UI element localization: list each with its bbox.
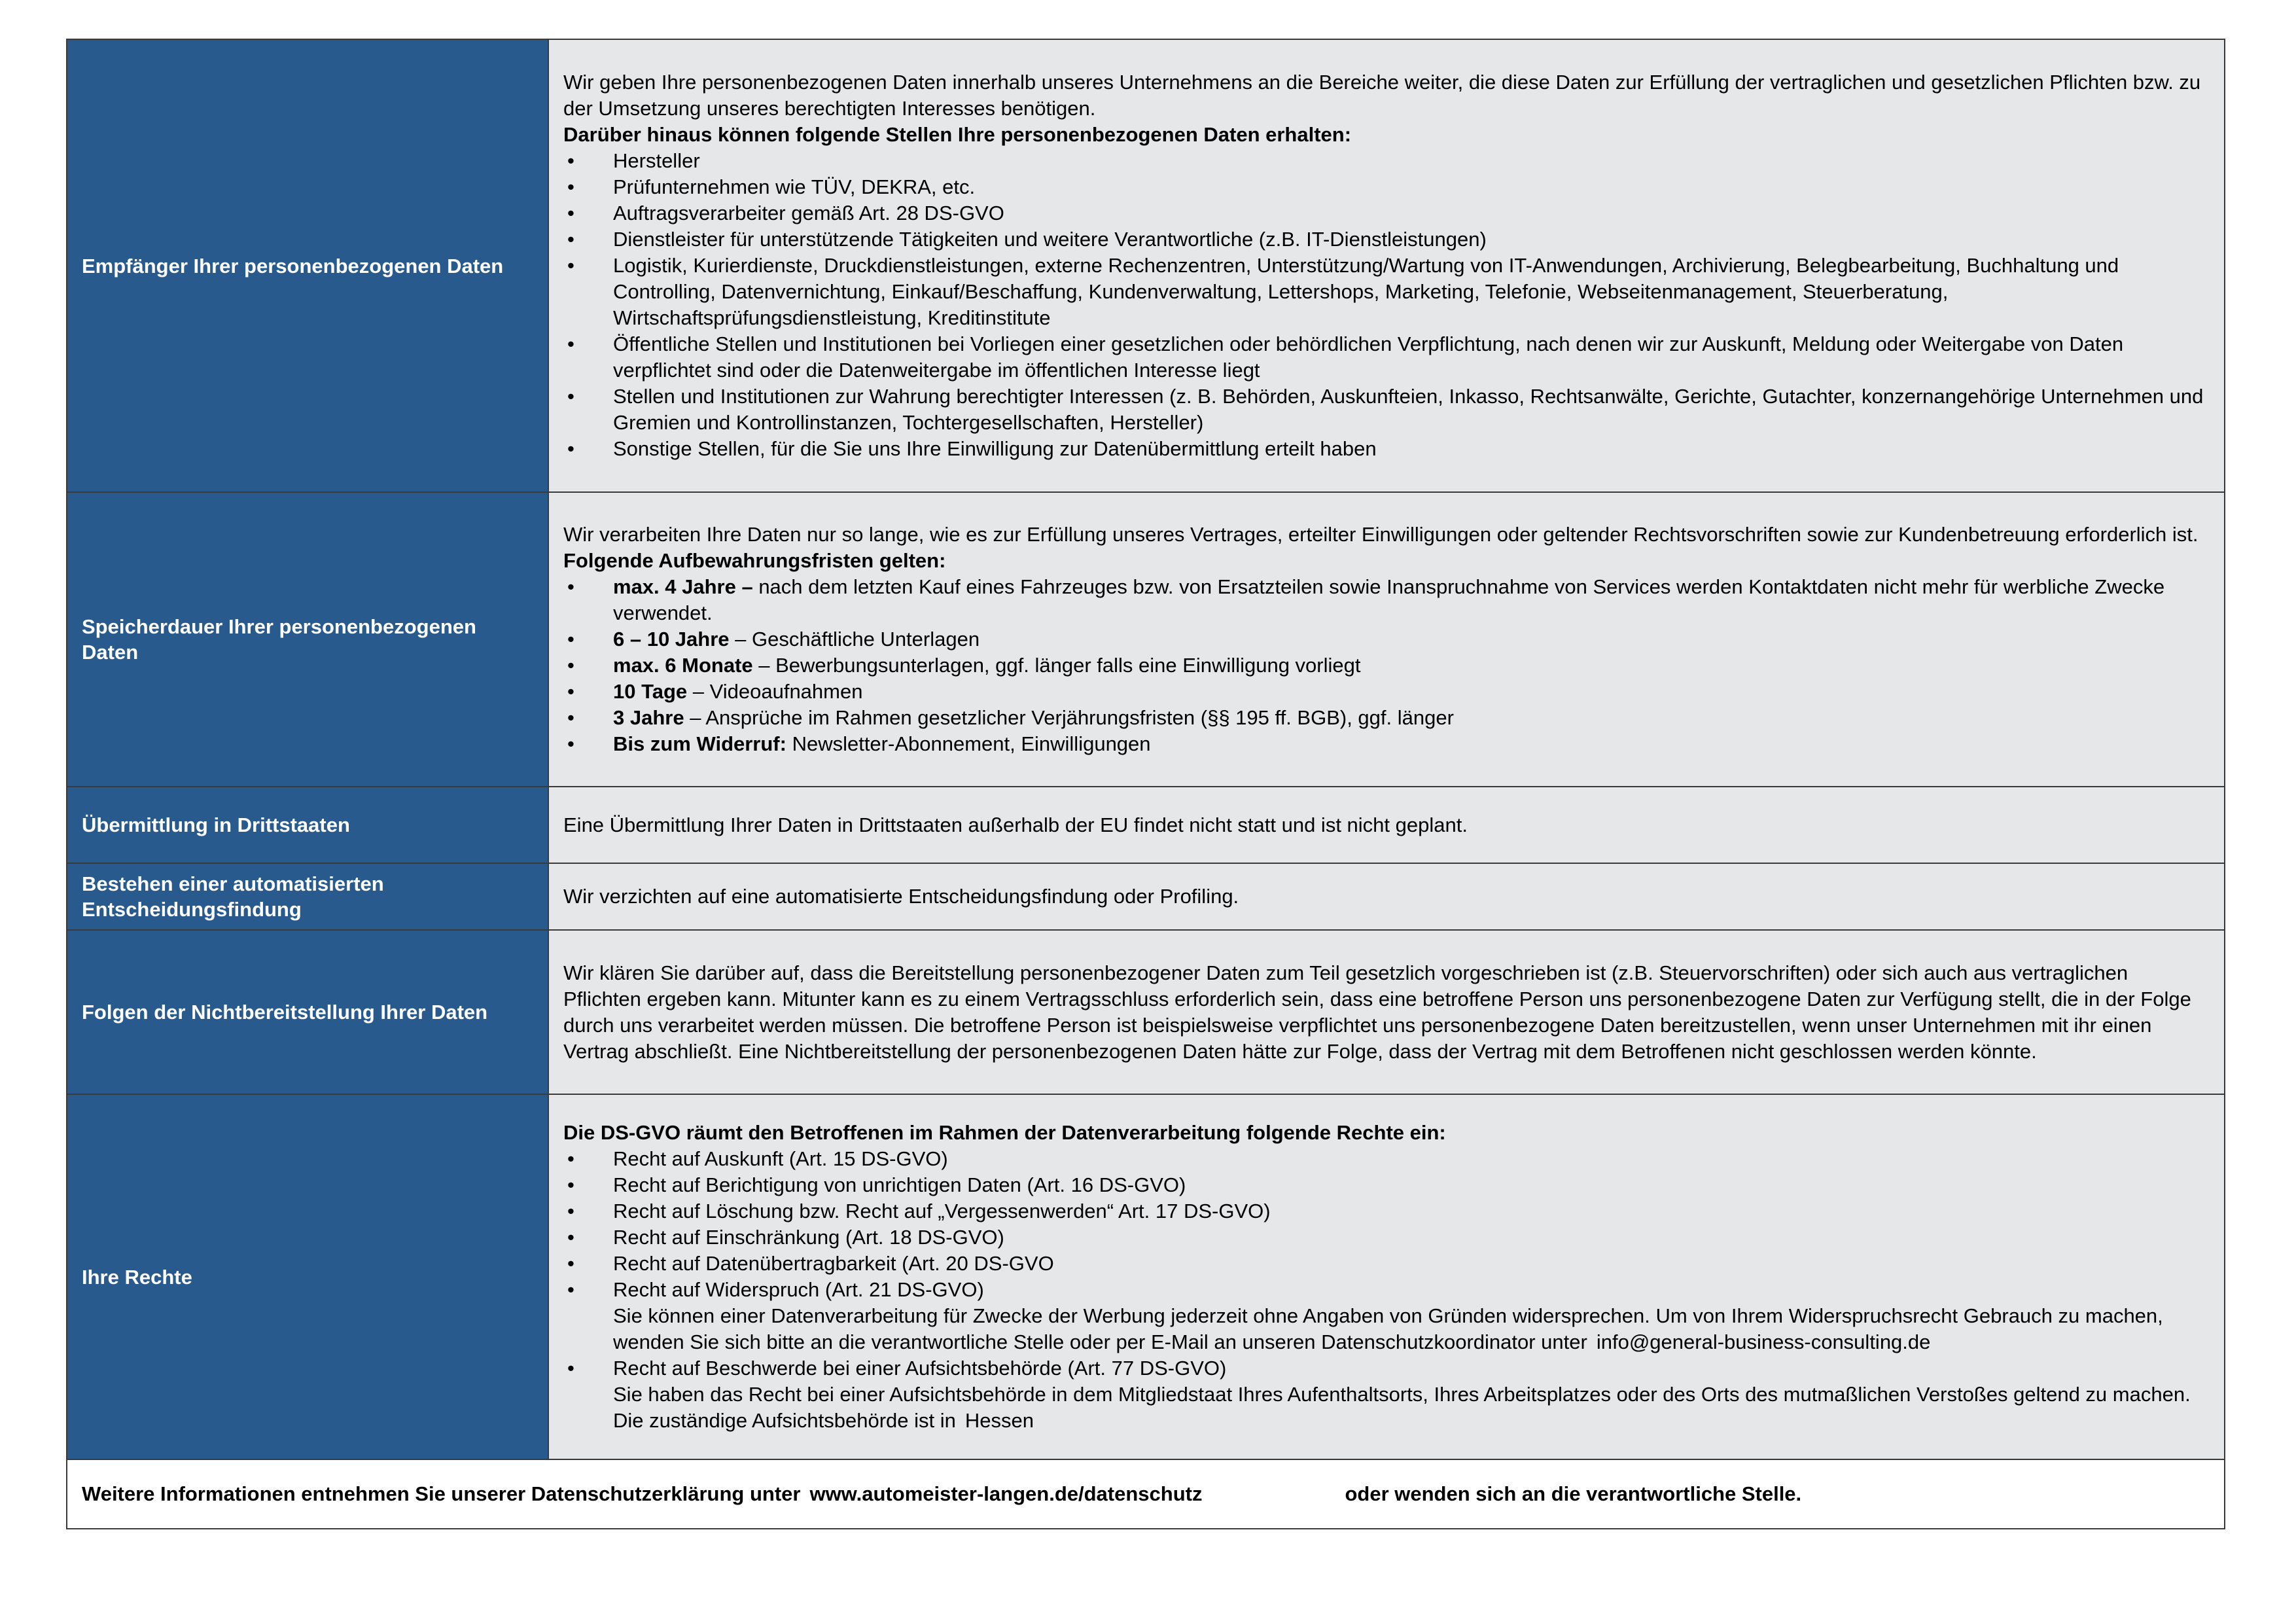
privacy-policy-link[interactable]: www.automeister-langen.de/datenschutz [809,1482,1203,1505]
list-item: • Recht auf Datenübertragbarkeit (Art. 20 DS-GVO [563,1251,2210,1277]
row-non-provision [67,930,2225,1094]
row-automated-decision [67,863,2225,930]
retention-desc: nach dem letzten Kauf eines Fahrzeuges bzw. von Ersatzteilen sowie Inanspruchnahme von Services werden Kontaktdaten nicht mehr für werbliche Zwecke verwendet. [613,575,2165,624]
list-item [563,652,2210,679]
retention-period: 10 Tage [613,680,688,703]
row-content-retention [548,492,2225,787]
row-content-non-provision: Wir klären Sie darüber auf, dass die Bereitstellung personenbezogener Daten zum Teil gesetzlich vorgeschrieben ist (z.B. Steuervorschriften) oder sich auch aus vertraglichen Pflichten ergeben kann. Mitunter kann es zu einem Vertragsschluss erforderlich sein, dass eine betroffene Person uns personenbezogene Daten zur Verfügung stellt, die in der Folge durch uns verarbeitet werden müssen. Die betroffene Person ist beispielsweise verpflichtet uns personenbezogene Daten bereitzustellen, wenn unser Unternehmen mit ihr einen Vertrag abschließt. Eine Nichtbereitstellung der personenbezogenen Daten hätte zur Folge, dass der Vertrag mit dem Betroffenen nicht geschlossen werden könnte. [548,930,2225,1094]
list-item [563,705,2210,731]
list-item [563,626,2210,652]
row-label-non-provision: Folgen der Nichtbereitstellung Ihrer Daten [67,930,548,1094]
list-item: • Sonstige Stellen, für die Sie uns Ihre Einwilligung zur Datenübermittlung erteilt haben [563,436,2210,462]
privacy-info-table [66,39,2225,1529]
row-label-rights: Ihre Rechte [67,1094,548,1459]
contact-email[interactable]: info@general-business-consulting.de [1596,1330,1931,1353]
list-item: • Recht auf Einschränkung (Art. 18 DS-GVO) [563,1224,2210,1251]
supervisory-authority: Hessen [964,1409,1034,1432]
list-item [563,1355,2210,1434]
list-item: • Recht auf Löschung bzw. Recht auf „Vergessenwerden“ Art. 17 DS-GVO) [563,1198,2210,1224]
complaint-desc [613,1382,2210,1434]
list-item [563,731,2210,757]
complaint-text: Sie haben das Recht bei einer Aufsichtsbehörde in dem Mitgliedstaat Ihres Aufenthaltsorts, Ihres Arbeitsplatzes oder des Orts des mutmaßlichen Verstoßes geltend zu machen. Die zuständige Aufsichtsbehörde ist in [613,1383,2191,1432]
retention-period: 3 Jahre [613,706,684,729]
retention-intro [563,522,2210,574]
retention-period: max. 4 Jahre – [613,575,753,598]
row-content-third-countries: Eine Übermittlung Ihrer Daten in Drittstaaten außerhalb der EU findet nicht statt und ist nicht geplant. [548,787,2225,863]
list-item: • Logistik, Kurierdienste, Druckdienstleistungen, externe Rechenzentren, Unterstützung/Wartung von IT-Anwendungen, Archivierung, Belegbearbeitung, Buchhaltung und Controlling, Datenvernichtung, Einkauf/Beschaffung, Kundenverwaltung, Lettershops, Marketing, Telefonie, Webseitenmanagement, Steuerberatung, Wirtschaftsprüfungsdienstleistung, Kreditinstitute [563,253,2210,331]
retention-period: 6 – 10 Jahre [613,628,730,651]
retention-desc: Newsletter-Abonnement, Einwilligungen [786,732,1151,755]
retention-period: Bis zum Widerruf: [613,732,786,755]
row-label-recipients: Empfänger Ihrer personenbezogenen Daten [67,39,548,492]
footer-tail: oder wenden sich an die verantwortliche Stelle. [1345,1482,1802,1505]
list-item: • Auftragsverarbeiter gemäß Art. 28 DS-GVO [563,200,2210,226]
row-label-retention: Speicherdauer Ihrer personenbezogenen Daten [67,492,548,787]
list-item [563,574,2210,626]
complaint-title: Recht auf Beschwerde bei einer Aufsichtsbehörde (Art. 77 DS-GVO) [613,1357,1227,1380]
retention-desc: – Geschäftliche Unterlagen [729,628,980,651]
row-retention [67,492,2225,787]
list-item: • Recht auf Auskunft (Art. 15 DS-GVO) [563,1146,2210,1172]
rights-heading: Die DS-GVO räumt den Betroffenen im Rahmen der Datenverarbeitung folgende Rechte ein: [563,1121,1446,1144]
footer-note [67,1459,2225,1529]
retention-desc: – Videoaufnahmen [687,680,863,703]
retention-intro-bold: Folgende Aufbewahrungsfristen gelten: [563,549,946,572]
row-label-automated-decision: Bestehen einer automatisierten Entscheidungsfindung [67,863,548,930]
row-content-recipients [548,39,2225,492]
list-item: • Recht auf Berichtigung von unrichtigen Daten (Art. 16 DS-GVO) [563,1172,2210,1198]
row-footer [67,1459,2225,1529]
recipients-list [563,148,2210,462]
row-third-countries [67,787,2225,863]
list-item: • Dienstleister für unterstützende Tätigkeiten und weitere Verantwortliche (z.B. IT-Dienstleistungen) [563,226,2210,253]
list-item: • Stellen und Institutionen zur Wahrung berechtigter Interessen (z. B. Behörden, Auskunfteien, Inkasso, Rechtsanwälte, Gerichte, Gutachter, konzernangehörige Unternehmen und Gremien und Kontrollinstanzen, Tochtergesellschaften, Hersteller) [563,383,2210,436]
objection-text: Sie können einer Datenverarbeitung für Zwecke der Werbung jederzeit ohne Angaben von Gründen widersprechen. Um von Ihrem Widerspruchsrecht Gebrauch zu machen, wenden Sie sich bitte an die verantwortliche Stelle oder per E-Mail an unseren Datenschutzkoordinator unter [613,1304,2163,1353]
retention-list [563,574,2210,757]
footer-text: Weitere Informationen entnehmen Sie unserer Datenschutzerklärung unter [82,1482,801,1505]
retention-desc: – Ansprüche im Rahmen gesetzlicher Verjährungsfristen (§§ 195 ff. BGB), ggf. länger [684,706,1454,729]
list-item [563,679,2210,705]
list-item [563,1277,2210,1355]
recipients-intro: Wir geben Ihre personenbezogenen Daten innerhalb unseres Unternehmens an die Bereiche weiter, die diese Daten zur Erfüllung der vertraglichen und gesetzlichen Pflichten bzw. zu der Umsetzung unseres berechtigten Interesses benötigen. [563,71,2201,120]
row-content-automated-decision: Wir verzichten auf eine automatisierte Entscheidungsfindung oder Profiling. [548,863,2225,930]
row-content-rights [548,1094,2225,1459]
objection-desc [613,1303,2210,1355]
list-item: • Öffentliche Stellen und Institutionen bei Vorliegen einer gesetzlichen oder behördlichen Verpflichtung, nach denen wir zur Auskunft, Meldung oder Weitergabe von Daten verpflichtet sind oder die Datenweitergabe im öffentlichen Interesse liegt [563,331,2210,383]
retention-desc: – Bewerbungsunterlagen, ggf. länger falls eine Einwilligung vorliegt [752,654,1361,677]
row-recipients [67,39,2225,492]
retention-intro-text: Wir verarbeiten Ihre Daten nur so lange, wie es zur Erfüllung unseres Vertrages, erteilter Einwilligungen oder geltender Rechtsvorschriften sowie zur Kundenbetreuung erforderlich ist. [563,523,2199,546]
recipients-heading: Darüber hinaus können folgende Stellen Ihre personenbezogenen Daten erhalten: [563,123,1352,146]
row-label-third-countries: Übermittlung in Drittstaaten [67,787,548,863]
row-rights [67,1094,2225,1459]
rights-list [563,1146,2210,1434]
list-item: • Prüfunternehmen wie TÜV, DEKRA, etc. [563,174,2210,200]
objection-title: Recht auf Widerspruch (Art. 21 DS-GVO) [613,1278,984,1301]
retention-period: max. 6 Monate [613,654,753,677]
list-item: • Hersteller [563,148,2210,174]
